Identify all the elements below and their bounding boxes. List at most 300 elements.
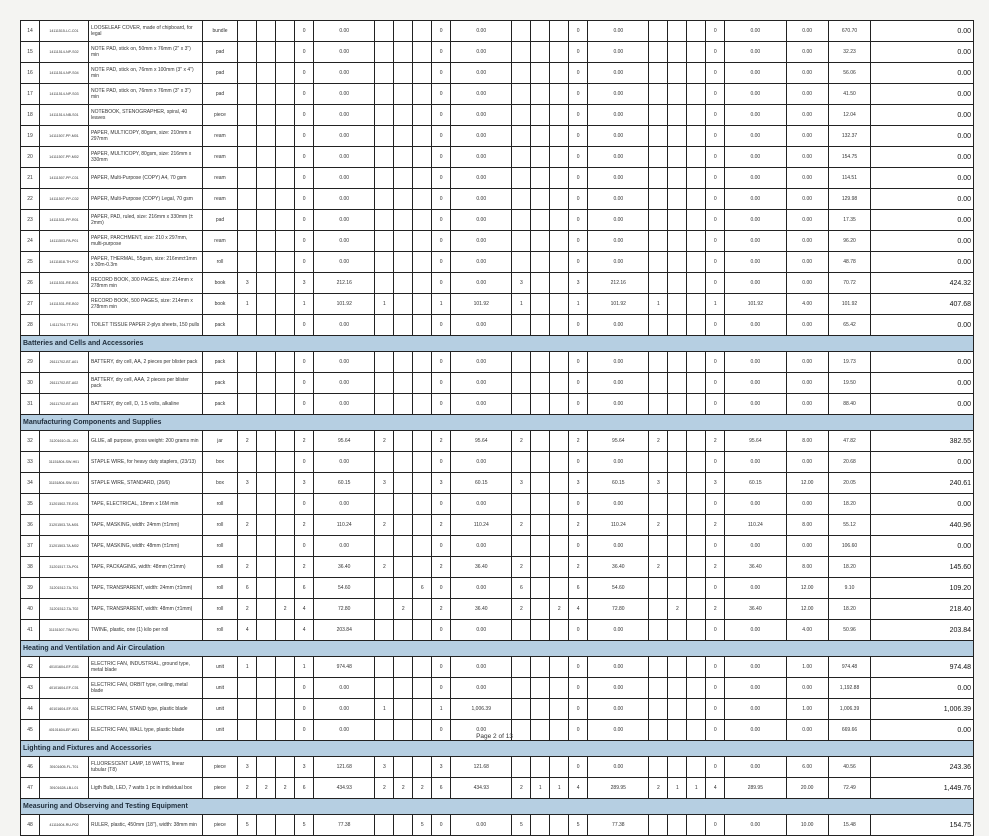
cell-q2 — [257, 394, 276, 415]
cell-q2 — [257, 536, 276, 557]
cell-amt4: 0.00 — [725, 699, 786, 720]
cell-desc: BATTERY, dry cell, AA, 2 pieces per blister pack — [88, 352, 202, 373]
cell-unit: piece — [202, 105, 238, 126]
cell-q11 — [668, 431, 687, 452]
item-row — [21, 210, 974, 231]
cell-amt2: 434.93 — [451, 778, 512, 799]
cell-amt4: 0.00 — [725, 315, 786, 336]
cell-code: 40101604-EF-G01 — [39, 657, 88, 678]
cell-code: 40101604-EF-C01 — [39, 678, 88, 699]
cell-q9 — [550, 431, 569, 452]
cell-q8 — [531, 294, 550, 315]
cell-num: 24 — [21, 231, 40, 252]
cell-q7 — [512, 452, 531, 473]
cell-code: 31201512-TA-T01 — [39, 578, 88, 599]
cell-qt2: 1 — [432, 699, 451, 720]
cell-code: 40101604-EF-W01 — [39, 720, 88, 741]
cell-q12: 1 — [687, 778, 706, 799]
cell-q5 — [394, 578, 413, 599]
cell-amt2: 0.00 — [451, 147, 512, 168]
cell-q10 — [649, 494, 668, 515]
cell-q5: 2 — [394, 599, 413, 620]
cell-q11 — [668, 373, 687, 394]
cell-qt4: 0 — [706, 273, 725, 294]
cell-amt1: 974.48 — [314, 657, 375, 678]
cell-total: 0.00 — [871, 720, 974, 741]
cell-q11 — [668, 315, 687, 336]
cell-q7 — [512, 494, 531, 515]
cell-amt1: 0.00 — [314, 315, 375, 336]
cell-price: 0.00 — [786, 536, 828, 557]
cell-qt1: 0 — [295, 678, 314, 699]
cell-est: 9.10 — [828, 578, 870, 599]
cell-q2 — [257, 315, 276, 336]
cell-amt3: 0.00 — [588, 494, 649, 515]
cell-code: 31201503-TA-M02 — [39, 536, 88, 557]
cell-qt2: 0 — [432, 720, 451, 741]
cell-q8 — [531, 536, 550, 557]
cell-q9: 2 — [550, 599, 569, 620]
cell-qt3: 0 — [569, 720, 588, 741]
cell-q11 — [668, 657, 687, 678]
cell-qt2: 0 — [432, 373, 451, 394]
cell-q4 — [375, 394, 394, 415]
category-title: Measuring and Observing and Testing Equipment — [21, 799, 974, 815]
cell-q5 — [394, 494, 413, 515]
cell-q3: 2 — [276, 599, 295, 620]
cell-q9 — [550, 126, 569, 147]
cell-amt4: 0.00 — [725, 578, 786, 599]
cell-q2 — [257, 678, 276, 699]
cell-desc: RECORD BOOK, 500 PAGES, size: 214mm x 278mm min — [88, 294, 202, 315]
cell-q3 — [276, 84, 295, 105]
cell-qt4: 0 — [706, 757, 725, 778]
cell-qt3: 3 — [569, 273, 588, 294]
item-row — [21, 294, 974, 315]
cell-amt2: 101.92 — [451, 294, 512, 315]
cell-amt3: 0.00 — [588, 84, 649, 105]
cell-price: 0.00 — [786, 105, 828, 126]
cell-q10 — [649, 189, 668, 210]
cell-amt2: 0.00 — [451, 352, 512, 373]
item-row — [21, 657, 974, 678]
cell-q3 — [276, 678, 295, 699]
cell-q5 — [394, 294, 413, 315]
cell-desc: PAPER, MULTICOPY, 80gsm, size: 216mm x 330mm — [88, 147, 202, 168]
cell-qt1: 1 — [295, 657, 314, 678]
cell-qt2: 2 — [432, 557, 451, 578]
item-row — [21, 231, 974, 252]
cell-q6 — [413, 231, 432, 252]
cell-q5 — [394, 84, 413, 105]
cell-q1: 2 — [238, 599, 257, 620]
cell-qt2: 2 — [432, 431, 451, 452]
cell-q12 — [687, 620, 706, 641]
cell-q10: 2 — [649, 515, 668, 536]
cell-qt2: 0 — [432, 352, 451, 373]
item-row — [21, 21, 974, 42]
cell-q7 — [512, 252, 531, 273]
cell-qt1: 0 — [295, 105, 314, 126]
cell-est: 18.20 — [828, 599, 870, 620]
cell-q11: 2 — [668, 599, 687, 620]
cell-amt3: 0.00 — [588, 147, 649, 168]
cell-qt3: 0 — [569, 168, 588, 189]
cell-q6 — [413, 657, 432, 678]
cell-price: 0.00 — [786, 168, 828, 189]
cell-q11 — [668, 620, 687, 641]
cell-q1: 3 — [238, 273, 257, 294]
cell-q9 — [550, 84, 569, 105]
cell-unit: book — [202, 294, 238, 315]
cell-est: 50.96 — [828, 620, 870, 641]
cell-q5 — [394, 620, 413, 641]
cell-desc: NOTE PAD, stick on, 50mm x 76mm (2" x 3") min — [88, 42, 202, 63]
cell-q9 — [550, 63, 569, 84]
cell-price: 8.00 — [786, 515, 828, 536]
item-row — [21, 778, 974, 799]
cell-qt2: 0 — [432, 273, 451, 294]
cell-amt3: 0.00 — [588, 536, 649, 557]
cell-qt4: 2 — [706, 515, 725, 536]
cell-q12 — [687, 105, 706, 126]
cell-amt3: 0.00 — [588, 231, 649, 252]
cell-q6 — [413, 210, 432, 231]
cell-q4: 3 — [375, 757, 394, 778]
cell-unit: unit — [202, 699, 238, 720]
cell-qt1: 6 — [295, 778, 314, 799]
cell-amt4: 36.40 — [725, 557, 786, 578]
cell-unit: pad — [202, 42, 238, 63]
cell-q4 — [375, 494, 394, 515]
cell-amt4: 0.00 — [725, 657, 786, 678]
cell-unit: pack — [202, 373, 238, 394]
cell-q5 — [394, 394, 413, 415]
cell-desc: RULER, plastic, 450mm (18"), width: 38mm min — [88, 815, 202, 836]
cell-q3 — [276, 620, 295, 641]
cell-q1 — [238, 189, 257, 210]
cell-qt2: 0 — [432, 252, 451, 273]
cell-q6 — [413, 315, 432, 336]
cell-num: 30 — [21, 373, 40, 394]
cell-qt1: 0 — [295, 494, 314, 515]
cell-q3 — [276, 126, 295, 147]
cell-q1: 3 — [238, 757, 257, 778]
cell-qt4: 4 — [706, 778, 725, 799]
item-row — [21, 678, 974, 699]
cell-q2 — [257, 431, 276, 452]
cell-q6 — [413, 63, 432, 84]
cell-qt2: 0 — [432, 189, 451, 210]
cell-est: 106.60 — [828, 536, 870, 557]
cell-q5 — [394, 757, 413, 778]
cell-q5 — [394, 63, 413, 84]
cell-q4 — [375, 373, 394, 394]
cell-total: 0.00 — [871, 394, 974, 415]
cell-qt4: 0 — [706, 252, 725, 273]
item-row — [21, 452, 974, 473]
cell-qt2: 0 — [432, 494, 451, 515]
cell-num: 36 — [21, 515, 40, 536]
cell-q6 — [413, 699, 432, 720]
cell-qt4: 3 — [706, 473, 725, 494]
cell-amt1: 72.80 — [314, 599, 375, 620]
cell-q11 — [668, 252, 687, 273]
cell-qt1: 0 — [295, 315, 314, 336]
cell-q8 — [531, 557, 550, 578]
cell-amt4: 0.00 — [725, 21, 786, 42]
cell-amt2: 0.00 — [451, 189, 512, 210]
cell-q5 — [394, 678, 413, 699]
cell-qt1: 2 — [295, 515, 314, 536]
cell-price: 12.00 — [786, 578, 828, 599]
cell-qt3: 0 — [569, 84, 588, 105]
cell-q8 — [531, 147, 550, 168]
cell-q7 — [512, 21, 531, 42]
cell-q10 — [649, 63, 668, 84]
item-row — [21, 147, 974, 168]
cell-q2 — [257, 42, 276, 63]
cell-q1 — [238, 126, 257, 147]
cell-q3 — [276, 657, 295, 678]
cell-unit: box — [202, 452, 238, 473]
cell-code: 14111514-NP-S03 — [39, 84, 88, 105]
cell-q7 — [512, 352, 531, 373]
procurement-plan-table — [20, 20, 974, 836]
cell-q5: 2 — [394, 778, 413, 799]
cell-q5 — [394, 252, 413, 273]
cell-price: 0.00 — [786, 678, 828, 699]
cell-code: 31151804-SW-S01 — [39, 473, 88, 494]
cell-qt1: 0 — [295, 147, 314, 168]
cell-amt2: 1,006.39 — [451, 699, 512, 720]
cell-q3 — [276, 63, 295, 84]
cell-total: 382.55 — [871, 431, 974, 452]
cell-q11 — [668, 126, 687, 147]
cell-amt3: 0.00 — [588, 699, 649, 720]
cell-q7 — [512, 210, 531, 231]
cell-est: 154.75 — [828, 147, 870, 168]
cell-qt3: 0 — [569, 494, 588, 515]
cell-desc: TAPE, MASKING, width: 48mm (±1mm) — [88, 536, 202, 557]
cell-q8 — [531, 494, 550, 515]
cell-q10 — [649, 210, 668, 231]
cell-est: 19.50 — [828, 373, 870, 394]
cell-q12 — [687, 168, 706, 189]
cell-est: 15.48 — [828, 815, 870, 836]
cell-q12 — [687, 473, 706, 494]
cell-q11 — [668, 42, 687, 63]
cell-est: 70.72 — [828, 273, 870, 294]
cell-q8 — [531, 699, 550, 720]
cell-qt1: 0 — [295, 252, 314, 273]
cell-q2 — [257, 452, 276, 473]
cell-num: 19 — [21, 126, 40, 147]
cell-q12 — [687, 699, 706, 720]
cell-qt1: 0 — [295, 452, 314, 473]
cell-total: 0.00 — [871, 231, 974, 252]
cell-q5 — [394, 189, 413, 210]
cell-q1 — [238, 699, 257, 720]
cell-q8 — [531, 452, 550, 473]
category-header-row — [21, 336, 974, 352]
cell-q1 — [238, 210, 257, 231]
cell-q7: 2 — [512, 557, 531, 578]
cell-amt2: 0.00 — [451, 620, 512, 641]
cell-qt3: 0 — [569, 21, 588, 42]
cell-desc: TWINE, plastic, one (1) kilo per roll — [88, 620, 202, 641]
cell-q10 — [649, 536, 668, 557]
cell-code: 14111531-PP-R01 — [39, 210, 88, 231]
cell-q1 — [238, 536, 257, 557]
cell-unit: roll — [202, 515, 238, 536]
cell-q2 — [257, 168, 276, 189]
cell-q9 — [550, 252, 569, 273]
cell-q12 — [687, 315, 706, 336]
cell-q4 — [375, 452, 394, 473]
cell-code: 31151507-TW-P01 — [39, 620, 88, 641]
cell-num: 16 — [21, 63, 40, 84]
cell-qt1: 3 — [295, 473, 314, 494]
cell-q6 — [413, 126, 432, 147]
cell-q8 — [531, 578, 550, 599]
cell-qt3: 0 — [569, 352, 588, 373]
cell-q5 — [394, 105, 413, 126]
cell-q8 — [531, 21, 550, 42]
cell-q2 — [257, 657, 276, 678]
cell-est: 17.35 — [828, 210, 870, 231]
cell-desc: FLUORESCENT LAMP, 18 WATTS, linear tubular (T8) — [88, 757, 202, 778]
cell-q4 — [375, 189, 394, 210]
cell-q12 — [687, 84, 706, 105]
cell-amt4: 95.64 — [725, 431, 786, 452]
cell-amt3: 0.00 — [588, 678, 649, 699]
cell-est: 974.48 — [828, 657, 870, 678]
cell-num: 34 — [21, 473, 40, 494]
cell-amt3: 0.00 — [588, 21, 649, 42]
cell-desc: TAPE, ELECTRICAL, 18mm x 16M min — [88, 494, 202, 515]
cell-amt4: 0.00 — [725, 536, 786, 557]
item-row — [21, 273, 974, 294]
cell-qt3: 3 — [569, 473, 588, 494]
cell-qt1: 6 — [295, 578, 314, 599]
cell-q3 — [276, 473, 295, 494]
cell-q2 — [257, 231, 276, 252]
cell-q11 — [668, 210, 687, 231]
cell-q5 — [394, 452, 413, 473]
cell-q7 — [512, 105, 531, 126]
cell-q6 — [413, 21, 432, 42]
cell-desc: ELECTRIC FAN, INDUSTRIAL, ground type, metal blade — [88, 657, 202, 678]
cell-amt1: 0.00 — [314, 21, 375, 42]
cell-total: 203.84 — [871, 620, 974, 641]
cell-amt2: 0.00 — [451, 578, 512, 599]
category-title: Batteries and Cells and Accessories — [21, 336, 974, 352]
cell-qt4: 0 — [706, 578, 725, 599]
cell-qt2: 6 — [432, 778, 451, 799]
cell-q1 — [238, 494, 257, 515]
cell-code: 14111507-PP-M02 — [39, 147, 88, 168]
cell-amt3: 0.00 — [588, 452, 649, 473]
cell-q6 — [413, 42, 432, 63]
cell-amt2: 0.00 — [451, 21, 512, 42]
cell-amt4: 0.00 — [725, 452, 786, 473]
cell-q4: 1 — [375, 699, 394, 720]
cell-qt2: 3 — [432, 757, 451, 778]
cell-q8 — [531, 394, 550, 415]
cell-num: 27 — [21, 294, 40, 315]
cell-q4 — [375, 231, 394, 252]
cell-qt4: 0 — [706, 168, 725, 189]
cell-q7 — [512, 757, 531, 778]
cell-amt1: 0.00 — [314, 105, 375, 126]
cell-qt2: 0 — [432, 578, 451, 599]
cell-q3 — [276, 431, 295, 452]
cell-amt1: 0.00 — [314, 536, 375, 557]
cell-q2 — [257, 757, 276, 778]
cell-desc: BATTERY, dry cell, AAA, 2 pieces per blister pack — [88, 373, 202, 394]
cell-q4 — [375, 210, 394, 231]
cell-q2 — [257, 599, 276, 620]
cell-amt3: 0.00 — [588, 373, 649, 394]
cell-qt4: 0 — [706, 394, 725, 415]
cell-q5 — [394, 315, 413, 336]
cell-q12 — [687, 452, 706, 473]
cell-code: 31201503-TA-M01 — [39, 515, 88, 536]
cell-amt2: 0.00 — [451, 210, 512, 231]
cell-qt4: 0 — [706, 63, 725, 84]
cell-qt4: 0 — [706, 699, 725, 720]
cell-num: 26 — [21, 273, 40, 294]
cell-total: 0.00 — [871, 105, 974, 126]
item-row — [21, 620, 974, 641]
cell-desc: BATTERY, dry cell, D, 1.5 volts, alkaline — [88, 394, 202, 415]
cell-q8 — [531, 757, 550, 778]
cell-qt1: 0 — [295, 720, 314, 741]
cell-num: 46 — [21, 757, 40, 778]
cell-amt4: 0.00 — [725, 273, 786, 294]
cell-q11 — [668, 147, 687, 168]
cell-total: 1,006.39 — [871, 699, 974, 720]
cell-q1 — [238, 452, 257, 473]
cell-q12 — [687, 42, 706, 63]
cell-desc: NOTE PAD, stick on, 76mm x 76mm (3" x 3") min — [88, 84, 202, 105]
cell-est: 12.04 — [828, 105, 870, 126]
cell-num: 43 — [21, 678, 40, 699]
item-row — [21, 373, 974, 394]
cell-q2 — [257, 126, 276, 147]
cell-price: 0.00 — [786, 126, 828, 147]
cell-q12 — [687, 294, 706, 315]
cell-q7 — [512, 657, 531, 678]
cell-q4 — [375, 352, 394, 373]
cell-q11 — [668, 231, 687, 252]
cell-q7 — [512, 126, 531, 147]
cell-amt2: 0.00 — [451, 252, 512, 273]
cell-amt1: 212.16 — [314, 273, 375, 294]
cell-q7 — [512, 620, 531, 641]
cell-qt4: 2 — [706, 557, 725, 578]
cell-amt4: 0.00 — [725, 231, 786, 252]
cell-amt1: 0.00 — [314, 494, 375, 515]
cell-est: 129.98 — [828, 189, 870, 210]
cell-unit: ream — [202, 189, 238, 210]
cell-q4 — [375, 63, 394, 84]
cell-qt2: 2 — [432, 599, 451, 620]
cell-qt4: 0 — [706, 147, 725, 168]
cell-q1 — [238, 21, 257, 42]
cell-q8 — [531, 315, 550, 336]
